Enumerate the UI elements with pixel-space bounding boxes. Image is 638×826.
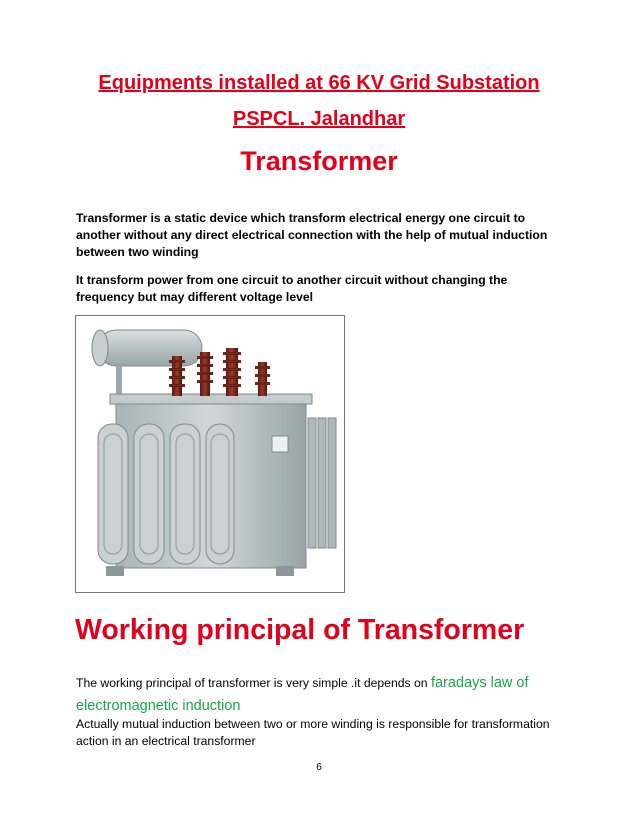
page-number: 6 — [316, 762, 322, 773]
document-subtitle: PSPCL. Jalandhar — [232, 108, 406, 130]
function-paragraph: It transform power from one circuit to another circuit without changing the frequency but may different voltage level — [76, 273, 508, 304]
faradays-law-highlight: faradays law of electromagnetic induction — [76, 675, 529, 714]
section-heading: Working principal of Transformer — [75, 614, 525, 646]
transformer-photo — [75, 315, 345, 593]
mutual-induction-paragraph: Actually mutual induction between two or more winding is responsible for transformation action in an electrical transformer — [76, 717, 550, 748]
working-principle-text: The working principal of transformer is very simple .it depends on — [76, 676, 431, 690]
document-title: Equipments installed at 66 KV Grid Substation — [98, 72, 540, 94]
definition-paragraph: Transformer is a static device which transform electrical energy one circuit to another without any direct electrical connection with the help of mutual induction between two winding — [76, 211, 548, 259]
topic-title: Transformer — [240, 146, 398, 176]
working-principle-paragraph — [76, 672, 576, 718]
transformer-illustration — [76, 316, 344, 592]
